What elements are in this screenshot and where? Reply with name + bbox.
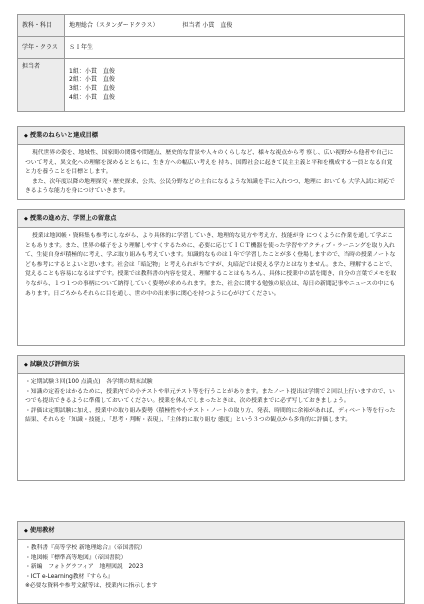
grade-label: 学年・クラス xyxy=(18,37,65,59)
evaluation-item: ・定期試験３回(100 点満点) 各学期の期末試験 xyxy=(25,379,153,385)
diamond-icon: ◆ xyxy=(24,528,28,534)
evaluation-section xyxy=(17,355,405,481)
material-item: ・教科書『高等学校 新地理総合』（帝国書院） xyxy=(25,545,146,551)
teacher-item: 4組：小貫 直俊 xyxy=(69,93,115,101)
materials-title: 使用教材 xyxy=(29,527,55,534)
aims-body xyxy=(18,145,404,199)
aims-paragraph: 現代世界の姿を、地域性、国家間の関係や問題点、歴史的な背景や人々のくらしなど、様々な視点から考 察し、広い視野から他者や自己について考え、異文化への理解を深めるとともに、生き方への幅広い考えを 持ち、国際社会に起きて民主主義と平和を構成する一員となる自覚と力を養うことを目標とします。 xyxy=(25,150,394,176)
method-heading xyxy=(18,210,404,228)
grade-value: ＳＩ年生 xyxy=(65,37,405,59)
subject-value: 地理総合（スタンダードクラス） xyxy=(69,21,159,29)
teacher-inline-name: 小貫 直俊 xyxy=(202,21,233,29)
course-info-table xyxy=(17,14,405,112)
material-item: ・地図帳『標準高等地図』（帝国書院） xyxy=(25,554,127,561)
materials-heading xyxy=(18,522,404,540)
materials-section xyxy=(17,521,405,604)
method-title: 授業の進め方、学習上の留意点 xyxy=(29,215,117,222)
method-section xyxy=(17,209,405,346)
evaluation-title: 試験及び評価方法 xyxy=(29,361,80,368)
aims-heading xyxy=(18,127,404,145)
teacher-item: 1組：小貫 直俊 xyxy=(69,67,115,75)
diamond-icon: ◆ xyxy=(24,216,28,222)
aims-section xyxy=(17,126,405,200)
teacher-item: 3組：小貫 直俊 xyxy=(69,85,115,92)
method-body xyxy=(18,228,404,345)
teacher-inline-label: 担当者 xyxy=(182,21,201,29)
subject-row xyxy=(18,15,405,37)
materials-body xyxy=(18,540,404,603)
teacher-label: 担当者 xyxy=(18,59,65,112)
grade-row xyxy=(18,37,405,59)
method-paragraph: 授業は地図帳・資料集も参考にしながら、より具体的に学習していき、地理的な見方や考え方、技能が身 につくように作業を通して学ぶこともあります。また、世界の様子をより理解しやすくするために、必要に応じてＩＣＴ機器を使った学習やアクティブ・ラーニングを取り入れて、生徒自身が積極的に考え、学ぶ取り組みも考えています。知識的なものは１年で学習したことが多く登場しますので、当時の授業ノートなども参考にするとよいと思います。社会は「暗記物」と考えられがちですが、丸暗記では使える学力とはなりません。また、理解することで、覚えることも容易になるはずです。授業では教科書の内容を覚え、理解することはもちろん、具体に授業中の話を聞き、自分の言葉でメモを取りながら、１つ１つの事柄について納得していく姿勢が求められます。また、社会に関する勉強の原点は、毎日の新聞記事やニュースの中にもあります。日ごろからそれらに目を通し、世の中の出来事に関心を持つように心がけてください。 xyxy=(25,233,397,297)
evaluation-item: ・評価は定期試験に加え、授業中の取り組み姿勢（積極性や小テスト・ノートの取り方、発表、時間的に余裕があれば、ディベート等を行った結果、それらを「知識・技能」、「思考・判断・表現」、「主体的に取り組む 態度」という３つの観点から多角的に評価します。 xyxy=(25,407,396,424)
material-item: ・ICT e-Learning教材『すらら』 xyxy=(25,573,114,580)
evaluation-body xyxy=(18,374,404,480)
subject-label: 教科・科目 xyxy=(18,15,65,37)
syllabus-page xyxy=(17,14,405,604)
teacher-item: 2組：小貫 直俊 xyxy=(69,76,115,84)
material-item: ※必要な資料や参考文献等は、授業内に指示します xyxy=(25,583,158,590)
teacher-list xyxy=(65,59,405,112)
aims-title: 授業のねらいと達成目標 xyxy=(29,132,98,139)
evaluation-heading xyxy=(18,356,404,374)
aims-paragraph: また、次年度以降の地理探究・歴史探求、公共、公民分野などの土台になるような知識を手に入れつつ、地理に おいても 大学入試に対応できるような能力を身につけていきます。 xyxy=(25,178,395,195)
diamond-icon: ◆ xyxy=(24,133,28,139)
teacher-row xyxy=(18,59,405,112)
evaluation-item: ・知識の定着をはかるために、授業内での小テストや単元テスト等を行うことがあります。またノート提出は学期で２回以上行いますので、いつでも提出できるように準備しておいてください。授業を休んでしまったときは、次の授業までに必ず写しておきましょう。 xyxy=(25,388,395,405)
subject-cell xyxy=(65,15,405,37)
material-item: ・新編 フォトグラフィア 地理図説 2023 xyxy=(25,564,144,571)
diamond-icon: ◆ xyxy=(24,362,28,368)
